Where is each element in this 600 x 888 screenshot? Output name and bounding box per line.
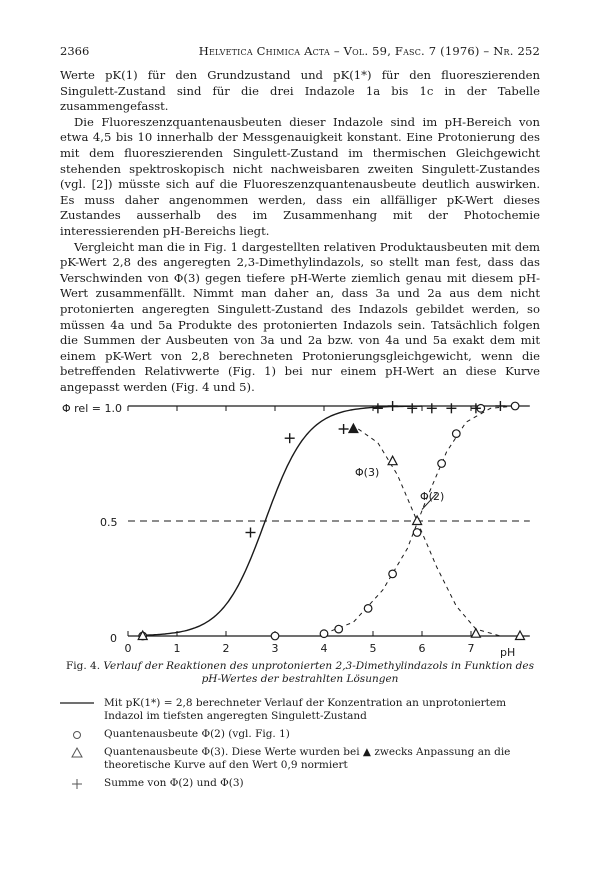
phi2-point (453, 430, 461, 438)
phi2-point (335, 625, 343, 633)
sum-point (285, 433, 295, 443)
figure-legend (60, 697, 540, 795)
caption-prefix: Fig. 4. (65, 660, 101, 672)
x-tick-label: 2 (222, 642, 230, 655)
legend-item (60, 697, 540, 723)
body-text (60, 68, 540, 395)
curve-label-phi2: Φ(2) (420, 490, 445, 503)
phi3-point (388, 456, 397, 465)
legend-circle-icon (60, 728, 96, 741)
legend-text: Summe von Φ(2) und Φ(3) (104, 777, 244, 789)
y-zero-label: 0 (110, 632, 117, 645)
phi3-point (413, 516, 422, 525)
y-top-label: Φ rel = 1.0 (62, 402, 122, 415)
sum-point (407, 403, 417, 413)
curve-label-phi3: Φ(3) (355, 466, 380, 479)
x-tick-label: 0 (124, 642, 132, 655)
sum-point (246, 528, 256, 538)
phi2-point (271, 632, 279, 640)
phi2-point (320, 630, 328, 638)
legend-text: Quantenausbeute Φ(3). Diese Werte wurden bei ▲ zwecks Anpassung an die theoretische Kurve auf den Wert 0,9 normiert (104, 746, 511, 771)
chart-svg (60, 388, 540, 658)
legend-item (60, 728, 540, 741)
page-number: 2366 (60, 44, 90, 58)
x-tick-label: 4 (320, 642, 328, 655)
legend-text: Quantenausbeute Φ(2) (vgl. Fig. 1) (104, 728, 290, 740)
phi3-point (349, 424, 358, 433)
paragraph: Die Fluoreszenzquantenausbeuten dieser Indazole sind im pH-Bereich von etwa 4,5 bis 10 innerhalb der Messgenauigkeit konstant. Eine Protonierung des mit dem fluoreszierenden Singulett-Zustand im thermischen Gleichgewicht stehenden spektroskopisch nicht nachweisbaren zweiten Singulett-Zustandes (vgl. [2]) müsste sich auf die Fluoreszenzquantenausbeute deutlich auswirken. Es muss daher angenommen werden, dass ein allfälliger pK-Wert dieses Zustandes ausserhalb des im Zusammenhang mit der Photochemie interessierenden pH-Bereichs liegt. (60, 114, 540, 238)
legend-plus-icon (60, 777, 96, 790)
phi2-point (364, 605, 372, 613)
phi3-point (471, 629, 480, 638)
x-tick-label: 3 (271, 642, 279, 655)
phi3-guide-curve (358, 429, 500, 636)
sum-point (495, 401, 505, 411)
legend-triangle-icon (60, 746, 96, 759)
legend-text: Mit pK(1*) = 2,8 berechneter Verlauf der Konzentration an unprotoniertem Indazol im tiefsten angeregten Singulett-Zustand (104, 697, 507, 722)
figure-4 (60, 388, 540, 658)
legend-line-icon (60, 697, 96, 710)
sum-point (388, 401, 398, 411)
legend-item (60, 777, 540, 790)
phi3-point (516, 631, 525, 640)
caption-text: Verlauf der Reaktionen des unprotonierten 2,3-Dimethylindazols in Funktion des pH-Wertes der bestrahlten Lösungen (103, 660, 534, 685)
paragraph: Werte pK(1) für den Grundzustand und pK(1*) für den fluoreszierenden Singulett-Zustand sind für die drei Indazole 1a bis 1c in der Tabelle zusammengefasst. (60, 68, 540, 114)
legend-item (60, 746, 540, 772)
paragraph: Vergleicht man die in Fig. 1 dargestellten relativen Produktausbeuten mit dem pK-Wert 2,8 des angeregten 2,3-Dimethylindazols, so stellt man fest, dass das Verschwinden von Φ(3) gegen tiefere pH-Werte ziemlich genau mit diesem pH-Wert zusammenfällt. Nimmt man daher an, dass 3a und 2a aus dem nicht protonierten angeregten Singulett-Zustand des Indazols gebildet werden, so müssen 4a und 5a Produkte des protonierten Indazols sein. Tatsächlich folgen die Summen der Ausbeuten von 3a und 2a bzw. von 4a und 5a exakt dem mit einem pK-Wert von 2,8 berechneten Protonierungsgleichgewicht, wenn die betreffenden Relativwerte (Fig. 1) bei nur einem pH-Wert an diese Kurve angepasst werden (Fig. 4 und 5). (60, 239, 540, 394)
running-head (60, 44, 540, 60)
x-tick-label: 7 (467, 642, 475, 655)
sum-point (373, 403, 383, 413)
sum-point (339, 424, 349, 434)
y-mid-label: 0.5 (100, 516, 118, 529)
journal-reference: Helvetica Chimica Acta – Vol. 59, Fasc. 7 (1976) – Nr. 252 (198, 44, 540, 58)
figure-caption (60, 660, 540, 686)
page (60, 44, 540, 395)
phi2-point (413, 529, 421, 537)
phi2-point (389, 570, 397, 578)
x-tick-label: 1 (173, 642, 181, 655)
x-tick-label: 5 (369, 642, 377, 655)
x-unit-label: pH (500, 646, 516, 658)
x-tick-label: 6 (418, 642, 426, 655)
sum-point (446, 403, 456, 413)
phi2-point (511, 402, 519, 410)
phi2-point (438, 460, 446, 468)
sum-point (427, 403, 437, 413)
